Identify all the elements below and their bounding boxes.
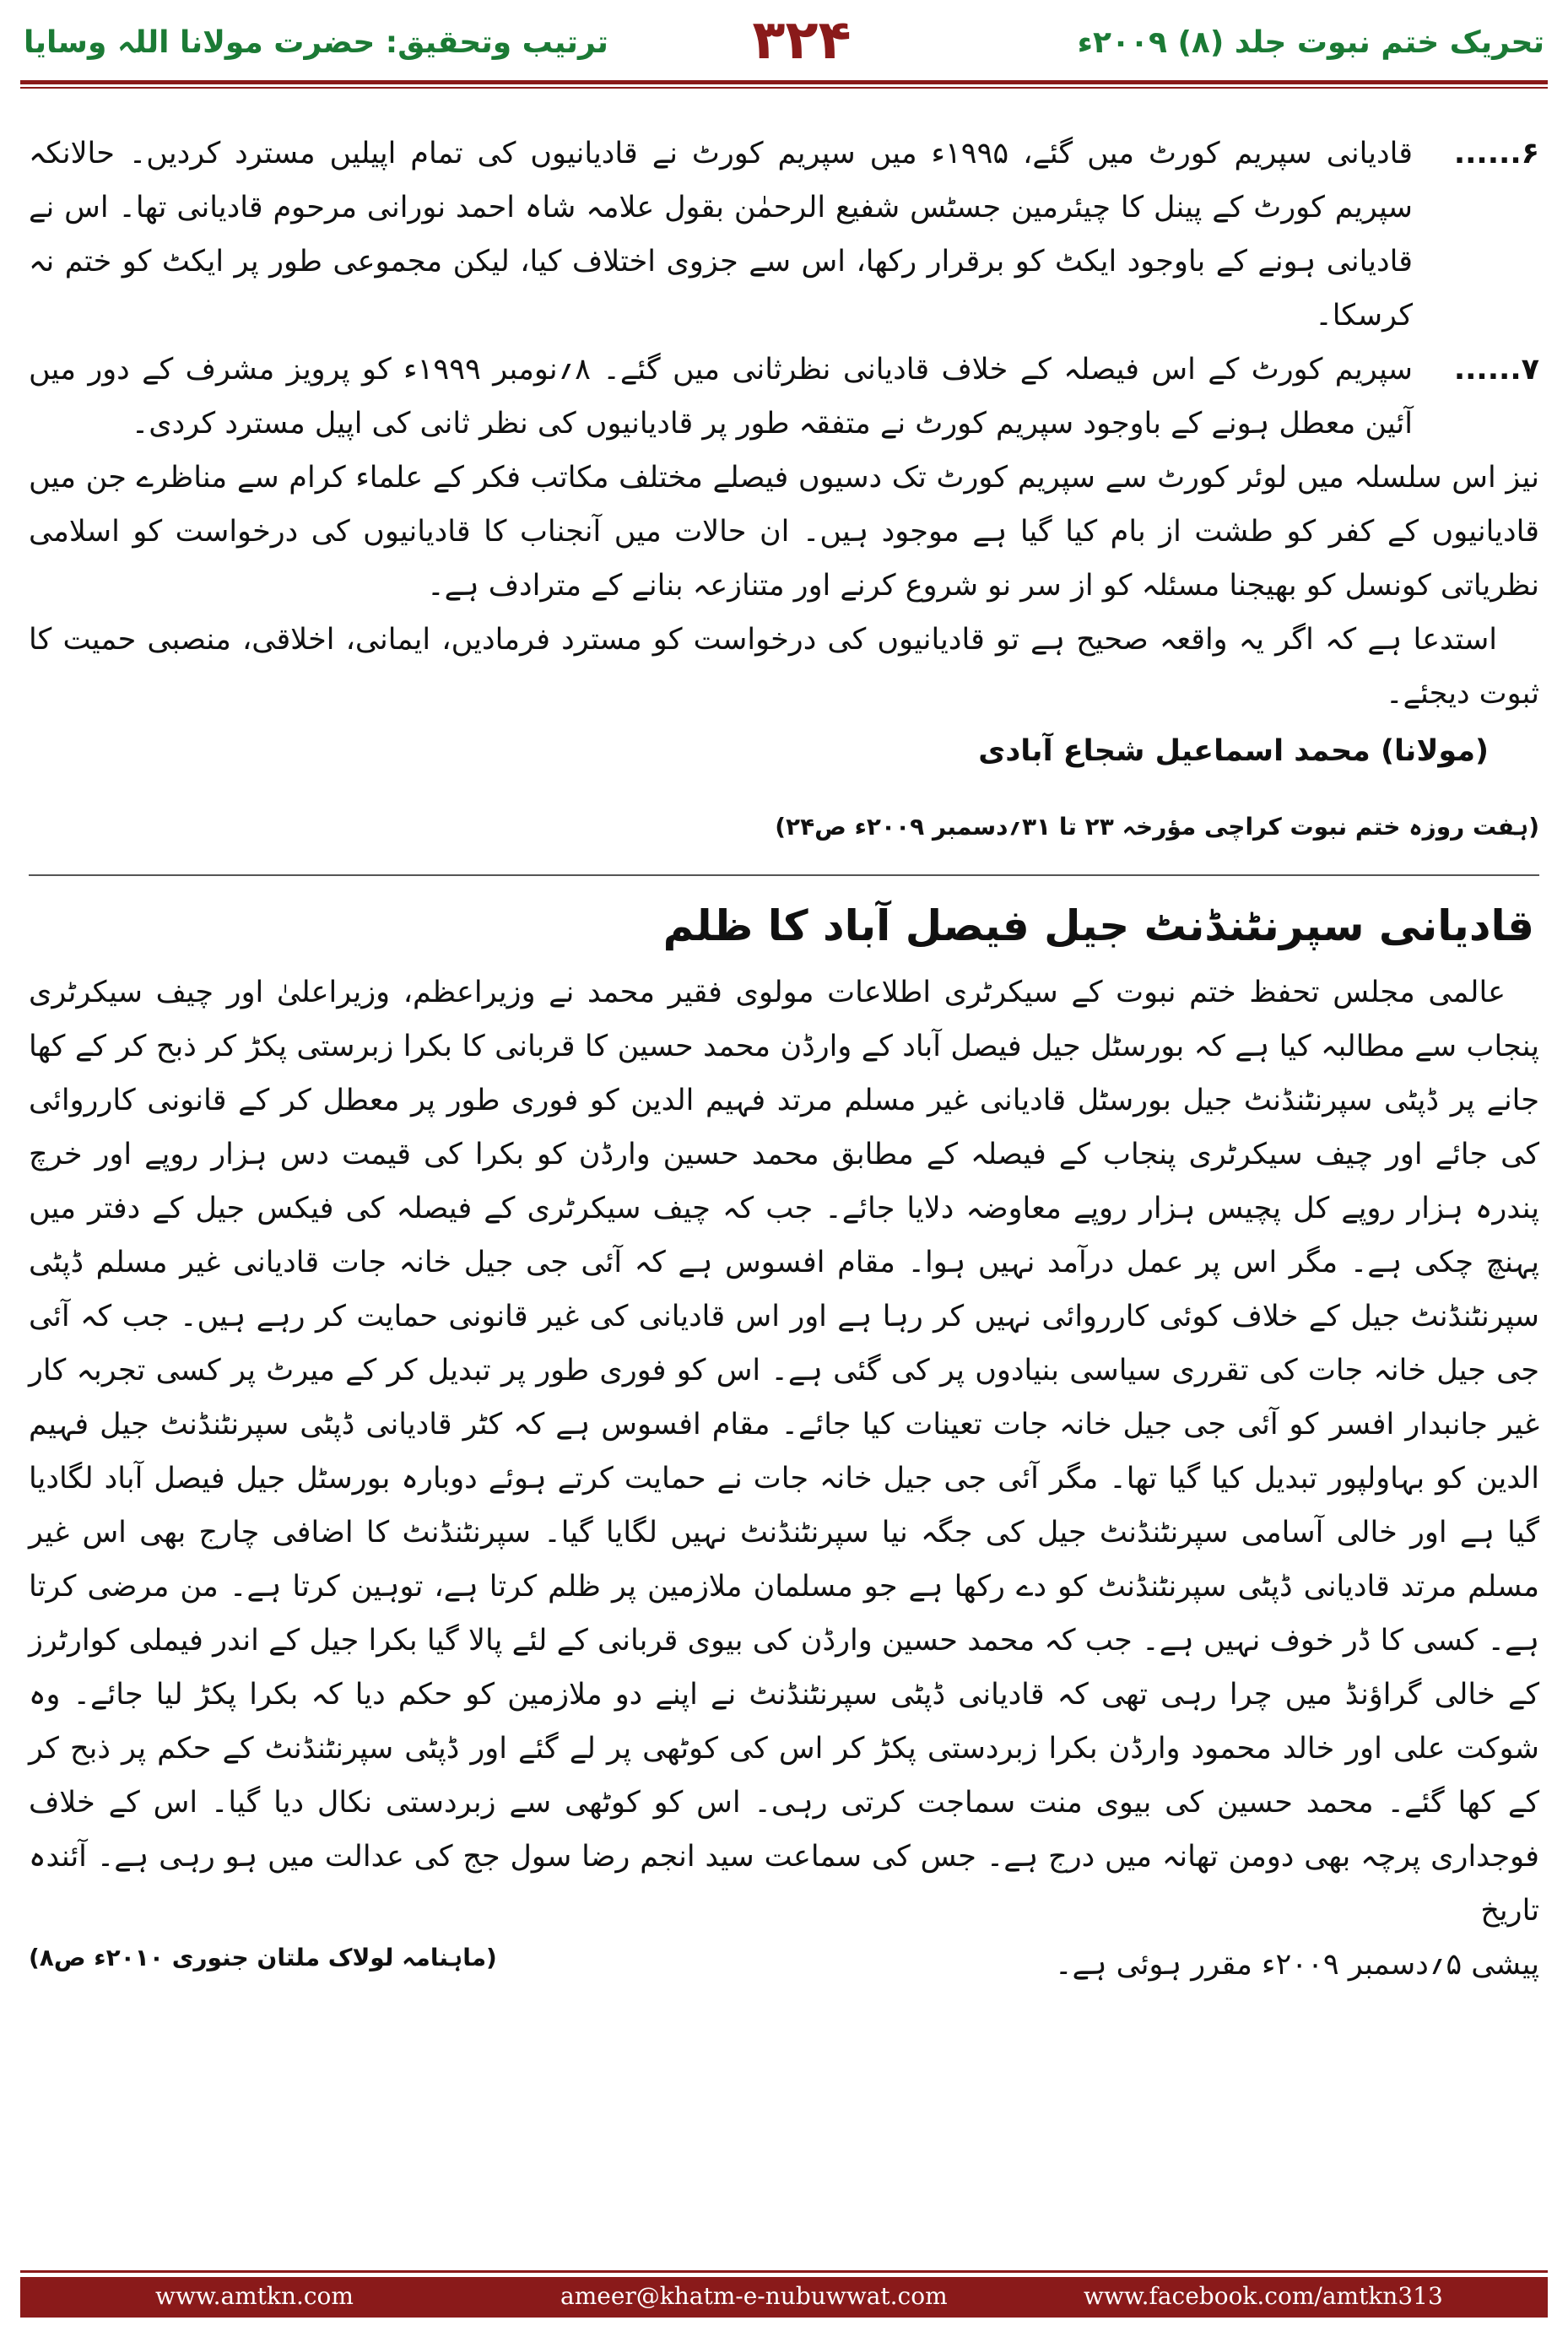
item-text: سپریم کورٹ کے اس فیصلہ کے خلاف قادیانی نظرثانی میں گئے۔ ۸؍نومبر ۱۹۹۹ء کو پرویز مشرف کے دور میں آئین معطل ہونے کے باوجود سپریم کورٹ نے متفقہ طور پر قادیانیوں کی نظر ثانی کی اپیل مسترد کردی۔ — [29, 353, 1413, 441]
page-body — [29, 127, 1539, 1992]
numbered-item — [29, 343, 1539, 451]
website-link[interactable]: www.amtkn.com — [155, 2282, 354, 2310]
header-rule-thin — [20, 87, 1548, 89]
item-number: ۶...... — [1453, 137, 1539, 170]
article-source-citation: (ماہنامہ لولاک ملتان جنوری ۲۰۱۰ء ص۸) — [29, 1944, 497, 1971]
article-heading: قادیانی سپرنٹنڈنٹ جیل فیصل آباد کا ظلم — [662, 901, 1534, 950]
item-text: قادیانی سپریم کورٹ میں گئے، ۱۹۹۵ء میں سپریم کورٹ نے قادیانیوں کی تمام اپیلیں مسترد کردیں۔ حالانکہ سپریم کورٹ کے پینل کا چیئرمین جسٹس شفیع الرحمٰن بقول علامہ شاہ احمد نورانی مرحوم قادیانی تھا۔ اس نے قادیانی ہونے کے باوجود ایکٹ کو برقرار رکھا، اس سے جزوی اختلاف کیا، لیکن مجموعی طور پر ایکٹ کو ختم نہ کرسکا۔ — [29, 137, 1413, 333]
signature: (مولانا) محمد اسماعیل شجاع آبادی — [978, 734, 1489, 768]
article-body: عالمی مجلس تحفظ ختم نبوت کے سیکرٹری اطلاعات مولوی فقیر محمد نے وزیراعظم، وزیراعلیٰ اور چیف سیکرٹری پنجاب سے مطالبہ کیا ہے کہ بورسٹل جیل فیصل آباد کے وارڈن محمد حسین کا قربانی کا بکرا زبرستی پکڑ کر ذبح کر کے کھا جانے پر ڈپٹی سپرنٹنڈنٹ جیل بورسٹل قادیانی غیر مسلم مرتد فہیم الدین کو فوری طور پر معطل کر کے قانونی کارروائی کی جائے اور چیف سیکرٹری پنجاب کے فیصلہ کے مطابق محمد حسین وارڈن کو بکرا کی قیمت دس ہزار روپے اور خرچ پندرہ ہزار روپے کل پچیس ہزار روپے معاوضہ دلایا جائے۔ جب کہ چیف سیکرٹری کے فیصلہ کی فیکس جیل کے دفتر میں پہنچ چکی ہے۔ مگر اس پر عمل درآمد نہیں ہوا۔ مقام افسوس ہے کہ آئی جی جیل خانہ جات قادیانی غیر مسلم ڈپٹی سپرنٹنڈنٹ جیل کے خلاف کوئی کارروائی نہیں کر رہا ہے اور اس قادیانی کی غیر قانونی حمایت کر رہے ہیں۔ جب کہ آئی جی جیل خانہ جات کی تقرری سیاسی بنیادوں پر کی گئی ہے۔ اس کو فوری طور پر تبدیل کر کے میرٹ پر کسی تجربہ کار غیر جانبدار افسر کو آئی جی جیل خانہ جات تعینات کیا جائے۔ مقام افسوس ہے کہ کٹر قادیانی ڈپٹی سپرنٹنڈنٹ جیل فہیم الدین کو بہاولپور تبدیل کیا گیا تھا۔ مگر آئی جی جیل خانہ جات نے حمایت کرتے ہوئے دوبارہ بورسٹل جیل فیصل آباد لگادیا گیا ہے اور خالی آسامی سپرنٹنڈنٹ جیل کی جگہ نیا سپرنٹنڈنٹ نہیں لگایا گیا۔ سپرنٹنڈنٹ کا اضافی چارج بھی اس غیر مسلم مرتد قادیانی ڈپٹی سپرنٹنڈنٹ کو دے رکھا ہے جو مسلمان ملازمین پر ظلم کرتا ہے، توہین کرتا ہے۔ من مرضی کرتا ہے۔ کسی کا ڈر خوف نہیں ہے۔ جب کہ محمد حسین وارڈن کی بیوی قربانی کے لئے پالا گیا بکرا جیل کے اندر فیملی کوارٹرز کے خالی گراؤنڈ میں چرا رہی تھی کہ قادیانی ڈپٹی سپرنٹنڈنٹ نے اپنے دو ملازمین کو حکم دیا کہ بکرا پکڑ لیا جائے۔ وہ شوکت علی اور خالد محمود وارڈن بکرا زبردستی پکڑ کر اس کی کوٹھی پر لے گئے اور ڈپٹی سپرنٹنڈنٹ کے حکم پر ذبح کر کے کھا گئے۔ محمد حسین کی بیوی منت سماجت کرتی رہی۔ اس کو کوٹھی سے زبردستی نکال دیا گیا۔ اس کے خلاف فوجداری پرچہ بھی دومن تھانہ میں درج ہے۔ جس کی سماعت سید انجم رضا سول جج کی عدالت میں ہو رہی ہے۔ آئندہ تاریخ — [29, 976, 1539, 1928]
page-header — [0, 0, 1568, 84]
page-footer — [20, 2277, 1548, 2318]
page-number: ۳۲۴ — [752, 9, 852, 72]
header-rule — [20, 80, 1548, 84]
source-citation: (ہفت روزہ ختم نبوت کراچی مؤرخہ ۲۳ تا ۳۱؍دسمبر ۲۰۰۹ء ص۲۴) — [775, 813, 1539, 841]
numbered-item — [29, 127, 1539, 343]
email-link[interactable]: ameer@khatm-e-nubuwwat.com — [560, 2282, 948, 2310]
facebook-link[interactable]: www.facebook.com/amtkn313 — [1084, 2282, 1443, 2310]
article-closing — [29, 1938, 1539, 1992]
request-paragraph: استدعا ہے کہ اگر یہ واقعہ صحیح ہے تو قادیانیوں کی درخواست کو مسترد فرمادیں، ایمانی، اخلاقی، منصبی حمیت کا ثبوت دیجئے۔ — [29, 623, 1539, 711]
footer-rule — [20, 2270, 1548, 2273]
item-number: ۷...... — [1453, 353, 1539, 387]
compiler-credit: ترتیب وتحقیق: حضرت مولانا اللہ وسایا — [24, 25, 608, 60]
article-last-line: پیشی ۵؍دسمبر ۲۰۰۹ء مقرر ہوئی ہے۔ — [1054, 1948, 1539, 1982]
section-divider — [29, 874, 1539, 876]
body-paragraph: نیز اس سلسلہ میں لوئر کورٹ سے سپریم کورٹ تک دسیوں فیصلے مختلف مکاتب فکر کے علماء کرام سے مناظرے جن میں قادیانیوں کے کفر کو طشت از بام کیا گیا ہے موجود ہیں۔ ان حالات میں آنجناب کا قادیانیوں کی درخواست کو اسلامی نظریاتی کونسل کو بھیجنا مسئلہ کو از سر نو شروع کرنے اور متنازعہ بنانے کے مترادف ہے۔ — [29, 461, 1539, 603]
book-title: تحریک ختم نبوت جلد (۸) ۲۰۰۹ء — [1077, 25, 1544, 60]
